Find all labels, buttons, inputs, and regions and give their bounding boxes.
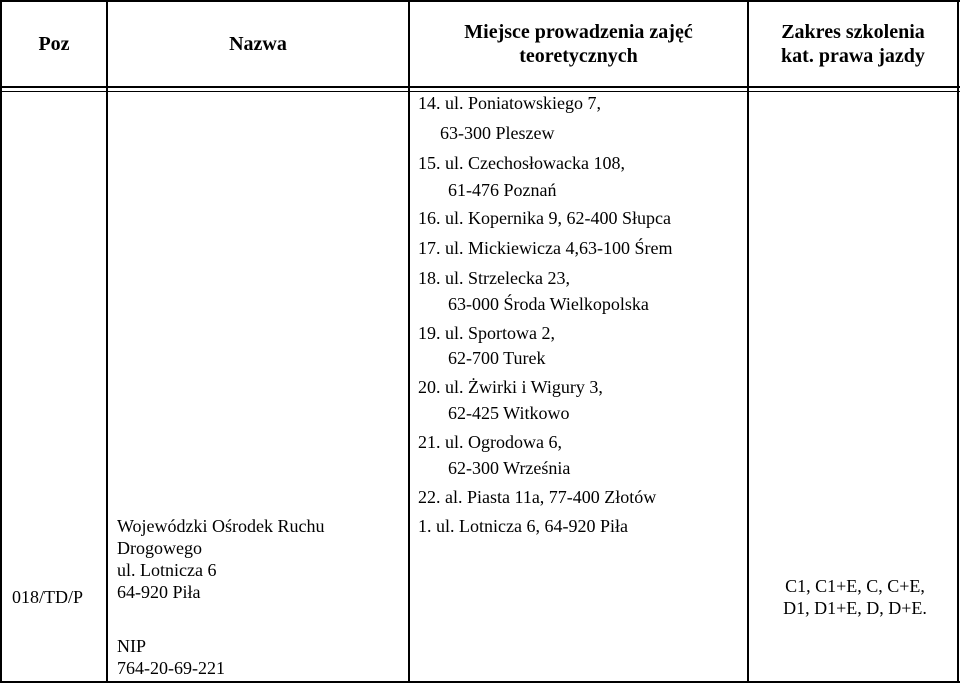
place-line: 20. ul. Żwirki i Wigury 3, bbox=[418, 377, 603, 397]
col-border-1 bbox=[106, 0, 108, 683]
header-poz-label: Poz bbox=[38, 33, 70, 55]
scope-line: C1, C1+E, C, C+E, bbox=[785, 576, 925, 596]
header-divider bbox=[0, 86, 960, 88]
row-name bbox=[117, 515, 325, 603]
header-miejsce-line1: Miejsce prowadzenia zajęć bbox=[464, 21, 693, 43]
place-line: 1. ul. Lotnicza 6, 64-920 Piła bbox=[418, 516, 628, 536]
header-nazwa bbox=[108, 2, 408, 86]
place-line: 21. ul. Ogrodowa 6, bbox=[418, 432, 562, 452]
place-line: 14. ul. Poniatowskiego 7, bbox=[418, 93, 601, 113]
place-line: 63-000 Środa Wielkopolska bbox=[448, 294, 649, 314]
header-nazwa-label: Nazwa bbox=[229, 33, 287, 55]
place-line: 22. al. Piasta 11a, 77-400 Złotów bbox=[418, 487, 657, 507]
header-poz bbox=[2, 2, 106, 86]
place-line: 15. ul. Czechosłowacka 108, bbox=[418, 153, 625, 173]
place-line: 62-425 Witkowo bbox=[448, 403, 570, 423]
col-border-left bbox=[0, 0, 2, 683]
place-line: 18. ul. Strzelecka 23, bbox=[418, 268, 570, 288]
place-line: 17. ul. Mickiewicza 4,63-100 Śrem bbox=[418, 238, 673, 258]
place-line: 62-300 Września bbox=[448, 458, 571, 478]
place-line: 16. ul. Kopernika 9, 62-400 Słupca bbox=[418, 208, 671, 228]
name-line: Wojewódzki Ośrodek Ruchu bbox=[117, 516, 325, 536]
header-miejsce bbox=[410, 2, 747, 86]
header-zakres-line1: Zakres szkolenia bbox=[781, 21, 925, 43]
name-line: Drogowego bbox=[117, 538, 202, 558]
place-line: 63-300 Pleszew bbox=[440, 123, 555, 143]
nip-label: NIP bbox=[117, 636, 147, 656]
row-scope bbox=[760, 575, 950, 619]
place-line: 62-700 Turek bbox=[448, 348, 546, 368]
header-miejsce-line2: teoretycznych bbox=[519, 45, 638, 67]
header-zakres bbox=[749, 2, 957, 86]
place-line: 61-476 Poznań bbox=[448, 180, 557, 200]
name-line: 64-920 Piła bbox=[117, 582, 201, 602]
col-border-right bbox=[957, 0, 959, 683]
nip-value: 764-20-69-221 bbox=[117, 658, 225, 678]
col-border-3 bbox=[747, 0, 749, 683]
col-border-2 bbox=[408, 0, 410, 683]
name-line: ul. Lotnicza 6 bbox=[117, 560, 217, 580]
scope-line: D1, D1+E, D, D+E. bbox=[783, 598, 927, 618]
header-zakres-line2: kat. prawa jazdy bbox=[781, 45, 925, 67]
row-poz: 018/TD/P bbox=[12, 587, 84, 607]
place-line: 19. ul. Sportowa 2, bbox=[418, 323, 555, 343]
row-nip bbox=[117, 635, 225, 679]
